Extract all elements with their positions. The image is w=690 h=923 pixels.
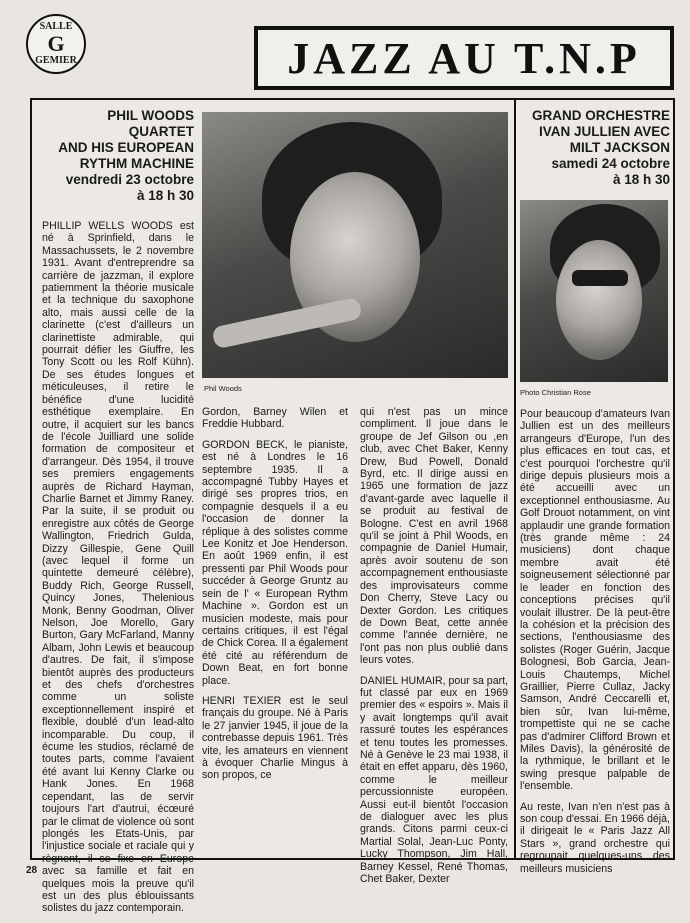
phil-woods-bio: PHILLIP WELLS WOODS est né à Sprinfield, dans le Massachussets, le 2 novembre 1931. Avant d'entreprendre sa carrière de jazzman, il explore patiemment la théorie musicale et la technique du saxophone alto, mais aussi celle de la clarinette (c'est d'ailleurs un clarinettiste admirable, qui pourrait défier les Giuffre, les Tony Scott ou les Rolf Kühn). De ses études longues et méticuleuses, il retire le bénéfice d'une lucidité esthétique exemplaire. En outre, il acquiert sur les bancs de l'école Juilliard une solide formation de compositeur et d'arrangeur. Dès 1954, il trouve ses premiers engagements auprès de Richard Hayman, Charlie Barnet et Jimmy Raney. Par la suite, il se produit ou enregistre aux côtés de George Wallington, Friedrich Gulda, Dizzy Gillespie, Gene Quill (avec lequel il forme un quintette demeuré célèbre), Buddy Rich, George Russell, Quincy Jones, Thelenious Monk, Benny Goodman, Oliver Nelson, Joe Morello, Gary Burton, Gary McFarland, Manny Albam, John Lewis et beaucoup d'autres. De fait, il s'impose bientôt auprès des producteurs et des chefs d'orchestres comme un soliste exceptionnellement inspiré et flexible, doublé d'un lead-alto incomparable. Du coup, il écume les studios, réclamé de toutes parts, comme l'avaient été avant lui Kenny Clarke ou Hank Jones. En 1968 cependant, las de servir toujours l'art d'autrui, écœuré par le climat de violence où sont plongés les Etats-Unis, par l'injustice sociale et raciale qui y règnent, il se fixe en Europe avec sa famille et fait en quelques mois la preuve qu'il est un des plus éblouissants solistes du jazz contemporain. [42, 220, 194, 915]
phil-woods-photo [202, 112, 508, 378]
paragraph: DANIEL HUMAIR, pour sa part, fut classé par eux en 1969 premier des « espoirs ». Mais il y avait longtemps qu'il avait rassuré toutes les espérances et tenu toutes les promesses. Né à Genève le 23 mai 1938, il était en effet apparu, dès 1960, comme le meilleur percussionniste européen. Aussi eut-il bientôt l'occasion de dialoguer avec les plus grands. Citons parmi ceux-ci Martial Solal, Jean-Luc Ponty, Lucky Thompson, Jim Hall, Barney Kessel, René Thomas, Chet Baker, Dexter [360, 674, 508, 886]
heading-line: GRAND ORCHESTRE [531, 108, 670, 123]
heading-line: RYTHM MACHINE [79, 156, 194, 171]
page-number: 28 [26, 865, 38, 876]
heading-line: à 18 h 30 [136, 188, 194, 203]
paragraph: GORDON BECK, le pianiste, est né à Londres le 16 septembre 1935. Il a accompagné Tubby Hayes et dirigé ses propres trios, en compagnie desquels il a eu l'occasion de donner la réplique à des solistes comme Lee Konitz et Joe Henderson. En août 1969 enfin, il est pressenti par Phil Woods pour succéder à George Gruntz au sein de l' « European Rythm Machine ». Gordon est un musicien modeste, mais pour certains critiques, il est l'égal de Chick Corea. Il a également été cité au référendum de Down Beat, en fort bonne place. [202, 438, 348, 687]
paragraph: Pour beaucoup d'amateurs Ivan Jullien est un des meilleurs arrangeurs d'Europe, l'un des plus efficaces en tout cas, et c'est pourquoi l'orchestre qu'il dirige depuis plusieurs mois a été accueilli avec un exceptionnel enthousiasme. Au Golf Drouot notamment, on vint applaudir une grande formation (très grande même : 24 musiciens) dont chaque membre avait été soigneusement sélectionné par le leader en fonction des conceptions précises qu'il voulait illustrer. De là peut-être la cohésion et la précision des sections, l'enthousiasme des solistes (Roger Guérin, Jacque Bolognesi, Bob Garcia, Jean-Louis Chautemps, Michel Graillier, Pierre Cullaz, Jacky Samson, André Ceccarelli et, bien sûr, Ivan lui-même, trompettiste qui ne se cache pas d'admirer Clifford Brown et Miles Davis), la générosité de la rythmique, le brillant et le swing presque palpable de l'ensemble. [520, 408, 670, 793]
page-title-box [254, 26, 674, 90]
middle-column-1 [202, 406, 348, 790]
heading-line: IVAN JULLIEN AVEC [538, 124, 670, 139]
heading-line: MILT JACKSON [569, 140, 670, 155]
right-column [520, 108, 670, 188]
heading-line: vendredi 23 octobre [65, 172, 194, 187]
left-column [42, 108, 194, 923]
ivan-jullien-caption: Photo Christian Rose [520, 388, 591, 397]
middle-column-2 [360, 406, 508, 893]
heading-line: à 18 h 30 [612, 172, 670, 187]
paragraph: HENRI TEXIER est le seul français du groupe. Né à Paris le 27 janvier 1945, il joue de la contrebasse depuis 1961. Très vite, les amateurs en viennent à évoquer Charlie Mingus à son propos, ce [202, 694, 348, 782]
page-title: JAZZ AU T.N.P [287, 33, 641, 83]
column-divider [514, 100, 516, 858]
salle-gemier-logo [26, 14, 86, 74]
ivan-jullien-photo [520, 200, 668, 382]
paragraph: Gordon, Barney Wilen et Freddie Hubbard. [202, 406, 348, 431]
phil-woods-caption: Phil Woods [204, 384, 242, 393]
right-column-body [520, 408, 670, 883]
heading-line: PHIL WOODS [107, 108, 194, 123]
paragraph: qui n'est pas un mince compliment. Il joue dans le groupe de Jef Gilson ou ,en club, avec Chet Baker, Kenny Drew, Bud Powell, Donald Byrd, etc. Il dirige aussi en 1965 une formation de jazz d'avant-garde avec laquelle il se produit au festival de Bologne. C'est en avril 1968 qu'il se joint à Phil Woods, en compagnie de Daniel Humair, après avoir soutenu de son accompagnement enthousiaste des improvisateurs comme Don Cherry, Steve Lacy ou Dexter Gordon. Les critiques de Down Beat, cette année comme l'année dernière, ne l'ont pas non plus oublié dans leurs votes. [360, 406, 508, 667]
heading-line: AND HIS EUROPEAN [58, 140, 194, 155]
heading-line: QUARTET [128, 124, 194, 139]
phil-woods-heading [42, 108, 194, 204]
paragraph: Au reste, Ivan n'en n'est pas à son coup d'essai. En 1966 déjà, il dirigeait le « Paris Jazz All Stars », grand orchestre qui regroupait quelques-uns des meilleurs musiciens [520, 800, 670, 875]
logo-bottom-text: GEMIER [35, 55, 77, 66]
logo-mid-text: G [47, 31, 65, 56]
logo-top-text: SALLE [39, 21, 73, 32]
ivan-jullien-heading [520, 108, 670, 188]
heading-line: samedi 24 octobre [551, 156, 670, 171]
